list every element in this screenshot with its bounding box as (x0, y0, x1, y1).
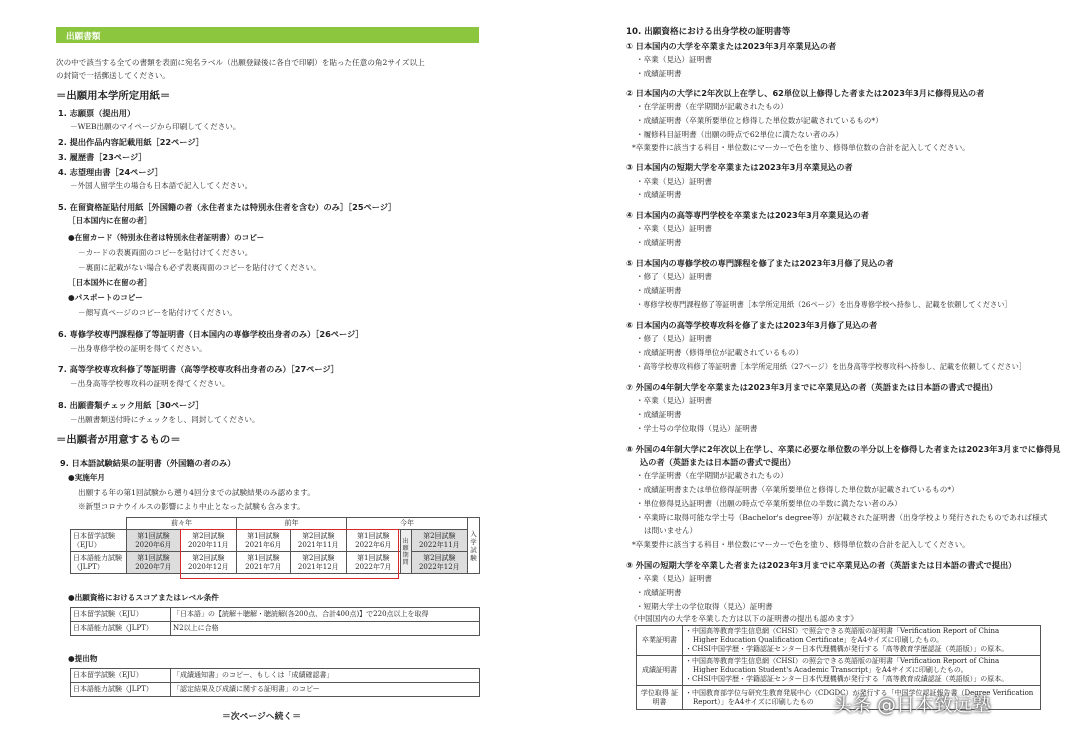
case-8-a: ・在学証明書（在学期間が記載されたもの） (636, 471, 788, 480)
case-2-note: *卒業要件に該当する科目・単位数にマーカーで色を塗り、修得単位数の合計を記入してください。 (632, 143, 970, 152)
case-2-a: ・在学証明書（在学期間が記載されたもの） (636, 102, 788, 111)
china-row-1-line-2: Higher Education Qualification Certificate」をA4サイズに印刷したもの。 (693, 636, 944, 644)
case-8-c: ・単位修得見込証明書（出願の時点で卒業所要単位の半数に満たない者のみ） (636, 499, 902, 508)
case-6-b: ・成績証明書（修得単位が記載されているもの） (636, 348, 804, 357)
submit-jlpt-label: 日本語能力試験（JLPT） (71, 683, 171, 697)
china-row-2-content (683, 656, 1041, 686)
case-8-d: ・卒業時に取得可能な学士号（Bachelor's degree等）が記載された証明書（出身学校より発行されたものであれば様式 (636, 513, 1048, 522)
item-1: 1. 志願票（提出用） (58, 108, 136, 118)
item-4-note: －外国人留学生の場合も日本語で記入してください。 (70, 181, 253, 190)
case-9-c: ・短期大学士の学位取得（見込）証明書 (636, 602, 773, 611)
admission-label: 入学試験 (468, 518, 480, 574)
row-eju-label: 日本留学試験（EJU） (71, 530, 127, 552)
case-2: ② 日本国内の大学に2年次以上在学し、62単位以上修得した者または2023年3月に修得見込の者 (626, 88, 985, 98)
section-ribbon (56, 27, 479, 43)
case-7: ⑦ 外国の4年制大学を卒業または2023年3月までに卒業見込の者（英語または日本語の書式で提出） (626, 382, 998, 392)
case-7-c: ・学士号の学位取得（見込）証明書 (636, 424, 758, 433)
item-6: 6. 専修学校専門課程修了等証明書（日本国内の専修学校出身者のみ）［26ページ］ (58, 329, 364, 339)
valid-period-highlight (180, 529, 399, 579)
item-5-passport-note: －顔写真ページのコピーを貼付けてください。 (78, 308, 238, 317)
case-8-d-cont: は問いません） (644, 526, 698, 535)
score-jlpt-value: N2以上に合格 (171, 622, 480, 636)
item-8-note: －出願書類送付時にチェックをし、同封してください。 (70, 415, 260, 424)
china-note: 《中国国内の大学を卒業した方は以下の証明書の提出も認めます》 (630, 614, 858, 623)
case-3-b: ・成績証明書 (636, 190, 682, 199)
china-row-3-label: 学位取得 証明書 (637, 686, 683, 710)
case-2-c: ・履修科目証明書（出願の時点で62単位に満たない者のみ） (636, 130, 844, 139)
right-page (540, 0, 1080, 739)
submit-jlpt-value: 「認定結果及び成績に関する証明書」のコピー (171, 683, 480, 697)
china-row-1-line-3: ・CHSI中国学歴・学籍認証センター日本代理機構が発行する「高等教育学歴認証（英語版）」の原本。 (685, 645, 1009, 653)
case-1-b: ・成績証明書 (636, 69, 682, 78)
period-label: 出願期間 (400, 530, 411, 574)
case-2-b: ・成績証明書（卒業所要単位と修得した単位数が記載されているもの*） (636, 116, 883, 125)
case-8: ⑧ 外国の4年制大学に2年次以上在学し、卒業に必要な単位数の半分以上を修得した者または2023年3月までに修得見 (626, 444, 1061, 454)
case-5-c: ・専修学校専門課程修了等証明書［本学所定用紙（26ページ）を出身専修学校へ持参し、記載を依頼してください］ (636, 300, 1012, 309)
case-5: ⑤ 日本国内の専修学校の専門課程を修了または2023年3月修了見込の者 (626, 258, 894, 268)
case-4: ④ 日本国内の高等専門学校を卒業または2023年3月卒業見込の者 (626, 210, 869, 220)
case-6: ⑥ 日本国内の高等学校専攻科を修了または2023年3月修了見込の者 (626, 320, 878, 330)
item-4: 4. 志望理由書［24ページ］ (58, 167, 163, 177)
eju-cell-5: 第1回試験 2022年6月 (346, 530, 400, 552)
china-row-2-line-2: Higher Education Student's Academic Transcript」をA4サイズに印刷したもの。 (693, 666, 968, 674)
item-5-card: ●在留カード（特別永住者は特別永住者証明書）のコピー (68, 233, 265, 242)
score-eju-label: 日本留学試験（EJU） (71, 608, 171, 622)
score-table (70, 607, 480, 636)
case-5-a: ・修了（見込）証明書 (636, 272, 712, 281)
eju-cell-6: 第2回試験 2022年11月 (411, 530, 467, 552)
item-2: 2. 提出作品内容記載用紙［22ページ］ (58, 137, 204, 147)
china-row-2-line-3: ・CHSI中国学歴・学籍認証センター日本代理機構が発行する「高等教育成績認証（英語版）」の原本。 (685, 675, 1009, 683)
item-7: 7. 高等学校専攻科修了等証明書（高等学校専攻科出身者のみ）［27ページ］ (58, 364, 339, 374)
item-9-note-2: ※新型コロナウイルスの影響により中止となった試験も含みます。 (78, 502, 305, 511)
item-1-note: －WEB出願のマイページから印刷してください。 (70, 122, 241, 131)
intro-line-2: の封筒で一括郵送してください。 (56, 71, 170, 80)
case-5-b: ・成績証明書 (636, 286, 682, 295)
jlpt-cell-2: 第2回試験 2020年12月 (180, 552, 236, 574)
header-prev: 前年 (236, 518, 346, 530)
item-5-card-note-2: －裏面に記載がない場合も必ず表裏両面のコピーを貼付けてください。 (78, 263, 321, 272)
submit-eju-value: 「成績通知書」のコピー、もしくは「成績確認書」 (171, 669, 480, 683)
item-6-note: －出身専修学校の証明を得てください。 (70, 344, 207, 353)
eju-cell-1: 第1回試験 2020年6月 (127, 530, 181, 552)
case-6-a: ・修了（見込）証明書 (636, 334, 712, 343)
item-9-dates: ●実施年月 (68, 473, 106, 482)
item-5-card-note-1: －カードの表裏両面のコピーを貼付けてください。 (78, 248, 253, 257)
jlpt-cell-4: 第2回試験 2021年12月 (290, 552, 346, 574)
intro-line-1: 次の中で該当する全ての書類を表面に宛名ラベル（出願登録後に各自で印刷）を貼った任意の角2サイズ以上 (56, 58, 425, 67)
item-7-note: －出身高等学校専攻科の証明を得てください。 (70, 379, 230, 388)
case-1: ① 日本国内の大学を卒業または2023年3月卒業見込の者 (626, 41, 837, 51)
case-1-a: ・卒業（見込）証明書 (636, 55, 712, 64)
item-5: 5. 在留資格証貼付用紙［外国籍の者（永住者または特別永住者を含む）のみ］［25ページ］ (58, 202, 397, 212)
watermark-logo: 头条 @日本致远塾 (833, 694, 992, 716)
score-eju-value: 「日本語」の【読解＋聴解・聴読解(各200点、合計400点)】で220点以上を取得 (171, 608, 480, 622)
china-row-1-content (683, 626, 1041, 656)
ribbon-title: 出願書類 (66, 32, 101, 42)
submit-eju-label: 日本留学試験（EJU） (71, 669, 171, 683)
jlpt-cell-5: 第1回試験 2022年7月 (346, 552, 400, 574)
china-row-3-line-1: ・中国教育部学位与研究生教育発展中心（CDGDC）が発行する「中国学位認証報告書（Degree Verification (685, 688, 1034, 697)
section-heading-prepare: ＝出願者が用意するもの＝ (56, 434, 181, 446)
item-9: 9. 日本語試験結果の証明書（外国籍の者のみ） (60, 458, 236, 468)
item-5-passport: ●パスポートのコピー (68, 293, 143, 302)
right-title: 10. 出願資格における出身学校の証明書等 (626, 27, 791, 37)
eju-cell-3: 第1回試験 2021年6月 (236, 530, 290, 552)
case-4-b: ・成績証明書 (636, 238, 682, 247)
jlpt-cell-1: 第1回試験 2020年7月 (127, 552, 181, 574)
case-6-c: ・高等学校専攻科修了等証明書［本学所定用紙（27ページ）を出身高等学校専攻科へ持参し、記載を依頼してください］ (636, 362, 1026, 371)
header-current: 今年 (346, 518, 467, 530)
case-3-a: ・卒業（見込）証明書 (636, 177, 712, 186)
china-row-1-label: 卒業証明書 (637, 626, 683, 656)
submit-table (70, 668, 480, 697)
score-jlpt-label: 日本語能力試験（JLPT） (71, 622, 171, 636)
header-prev2: 前々年 (127, 518, 237, 530)
submit-heading: ●提出物 (68, 654, 98, 663)
score-heading: ●出願資格におけるスコアまたはレベル条件 (68, 593, 219, 602)
case-3: ③ 日本国内の短期大学を卒業または2023年3月卒業見込の者 (626, 162, 853, 172)
china-row-1-line-1: ・中国高等教育学生信息網（CHSI）で照会できる英語版の証明書「Verification Report of China (685, 627, 1000, 635)
china-row-3-line-2: Report）」をA4サイズに印刷したもの (693, 697, 814, 706)
eju-cell-2: 第2回試験 2020年11月 (180, 530, 236, 552)
row-jlpt-label: 日本語能力試験（JLPT） (71, 552, 127, 574)
case-4-a: ・卒業（見込）証明書 (636, 224, 712, 233)
china-row-2-line-1: ・中国高等教育学生信息網（CHSI）の照会できる英語版の証明書「Verification Report of China (685, 657, 1000, 665)
item-9-note-1: 出願する年の第1回試験から遡り4回分までの試験結果のみ認めます。 (78, 488, 315, 497)
case-7-a: ・卒業（見込）証明書 (636, 396, 712, 405)
continue-next-page: ＝次ページへ続く＝ (222, 712, 301, 722)
case-9-b: ・成績証明書 (636, 588, 682, 597)
case-9-a: ・卒業（見込）証明書 (636, 574, 712, 583)
china-row-2-label: 成績証明書 (637, 656, 683, 686)
case-9: ⑨ 外国の短期大学を卒業した者または2023年3月までに卒業見込の者（英語または日本語の書式で提出） (626, 560, 1017, 570)
case-7-b: ・成績証明書 (636, 410, 682, 419)
item-5-overseas: ［日本国外に在留の者］ (68, 278, 152, 287)
case-8-note: *卒業要件に該当する科目・単位数にマーカーで色を塗り、修得単位数の合計を記入してください。 (632, 540, 970, 549)
case-8-b: ・成績証明書または単位修得証明書（卒業所要単位と修得した単位数が記載されているもの*） (636, 485, 959, 494)
item-8: 8. 出願書類チェック用紙［30ページ］ (58, 400, 204, 410)
item-3: 3. 履歴書［23ページ］ (58, 152, 147, 162)
case-8-cont: 込の者（英語または日本語の書式で提出） (640, 457, 796, 467)
item-5-domestic: ［日本国内に在留の者］ (68, 216, 152, 225)
eju-cell-4: 第2回試験 2021年11月 (290, 530, 346, 552)
jlpt-cell-3: 第1回試験 2021年7月 (236, 552, 290, 574)
section-heading-forms: ＝出願用本学所定用紙＝ (56, 90, 171, 102)
jlpt-cell-6: 第2回試験 2022年12月 (411, 552, 467, 574)
